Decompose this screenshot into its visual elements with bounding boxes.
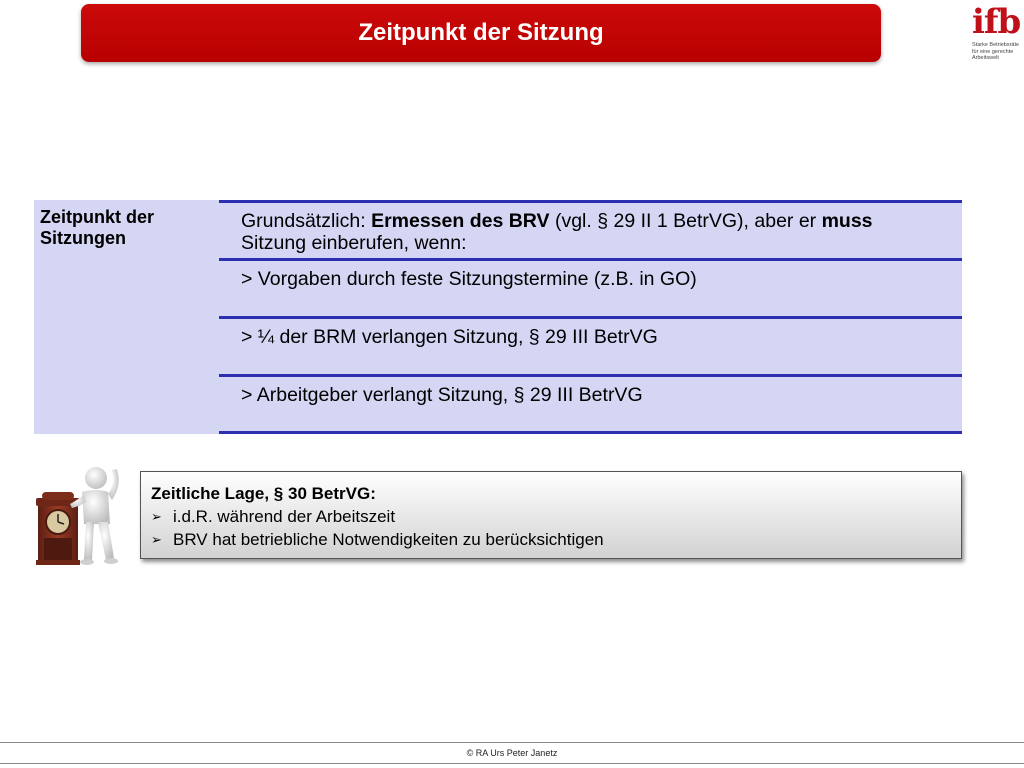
list-item-text: BRV hat betriebliche Notwendigkeiten zu berücksichtigen [173,530,604,549]
row-text-part: (vgl. § 29 II 1 BetrVG), aber er [549,210,822,232]
arrow-bullet-icon: ➢ [151,509,162,524]
row-text: > ¼ der BRM verlangen Sitzung, § 29 III BetrVG [241,326,658,348]
clock-figure-illustration [34,462,124,566]
logo-mark: ifb [972,2,1021,42]
logo-tagline [972,42,1022,62]
title-banner [81,4,881,62]
arrow-bullet-icon: ➢ [151,532,162,547]
logo-tagline-line: für eine gerechte [972,48,1014,55]
list-item-text: i.d.R. während der Arbeitszeit [173,507,396,526]
row-text: > Arbeitgeber verlangt Sitzung, § 29 III BetrVG [241,384,643,406]
ifb-logo [972,4,1022,66]
list-item [151,528,951,551]
info-table [34,200,962,434]
table-row [219,258,962,316]
note-title: Zeitliche Lage, § 30 BetrVG: [151,484,376,503]
table-row [219,374,962,434]
table-row [219,316,962,374]
table-row [219,200,962,259]
copyright-text: © RA Urs Peter Janetz [466,748,558,758]
row-text-part: Grundsätzlich: [241,210,372,232]
row-text-part-bold: muss [821,210,873,232]
row-text-part: Sitzung einberufen, wenn: [241,232,467,254]
row-text: > Vorgaben durch feste Sitzungstermine (z.B. in GO) [241,268,697,290]
table-label-cell: Zeitpunkt der Sitzungen [34,200,219,434]
row-text-part-bold: Ermessen des BRV [371,210,550,232]
footer [0,742,1024,764]
note-box [140,471,962,559]
logo-tagline-line: Starke Betriebsräte [972,42,1020,48]
list-item [151,505,951,528]
page-title: Zeitpunkt der Sitzung [358,19,604,46]
logo-tagline-line: Arbeitswelt [972,55,999,61]
